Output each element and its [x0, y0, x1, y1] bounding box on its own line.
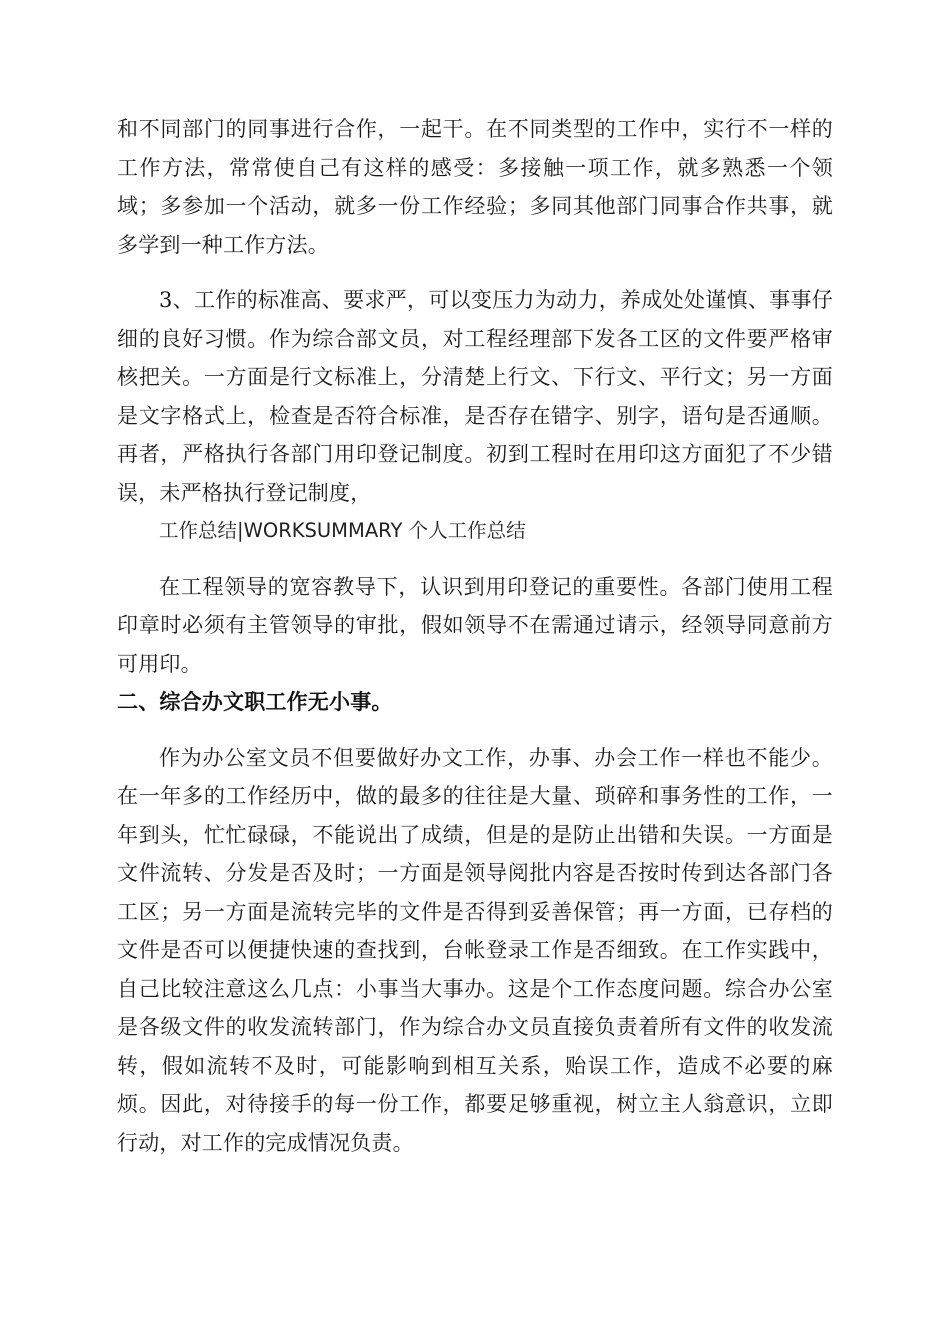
paragraph-standards: 3、工作的标准高、要求严，可以变压力为动力，养成处处谨慎、事事仔细的良好习惯。作为综合部文员，对工程经理部下发各工区的文件要严格审核把关。一方面是行文标准上，分清楚上行文、下行文、平行文；另一方面是文字格式上，检查是否符合标准，是否存在错字、别字，语句是否通顺。再者，严格执行各部门用印登记制度。初到工程时在用印这方面犯了不少错误，未严格执行登记制度， [117, 288, 833, 505]
document-body [117, 110, 833, 1162]
paragraph-seal-registration: 在工程领导的宽容教导下，认识到用印登记的重要性。各部门使用工程印章时必须有主管领导的审批，假如领导不在需通过请示，经领导同意前方可用印。 [117, 574, 833, 676]
paragraph-continuation: 和不同部门的同事进行合作，一起干。在不同类型的工作中，实行不一样的工作方法，常常使自己有这样的感受：多接触一项工作，就多熟悉一个领域；多参加一个活动，就多一份工作经验；多同其他部门同事合作共事，就多学到一种工作方法。 [117, 117, 833, 257]
section-subheading: 工作总结|WORKSUMMARY 个人工作总结 [159, 519, 526, 542]
section-heading: 二、综合办文职工作无小事。 [117, 690, 393, 714]
paragraph-office-work: 作为办公室文员不但要做好办文工作，办事、办会工作一样也不能少。在一年多的工作经历中，做的最多的往往是大量、琐碎和事务性的工作，一年到头，忙忙碌碌，不能说出了成绩，但是的是防止出错和失误。一方面是文件流转、分发是否及时；一方面是领导阅批内容是否按时传到达各部门各工区；另一方面是流转完毕的文件是否得到妥善保管；再一方面，已存档的文件是否可以便捷快速的查找到，台帐登录工作是否细致。在工作实践中，自己比较注意这么几点：小事当大事办。这是个工作态度问题。综合办公室是各级文件的收发流转部门，作为综合办文员直接负责着所有文件的收发流转，假如流转不及时，可能影响到相互关系，贻误工作，造成不必要的麻烦。因此，对待接手的每一份工作，都要足够重视，树立主人翁意识，立即行动，对工作的完成情况负责。 [117, 745, 833, 1155]
